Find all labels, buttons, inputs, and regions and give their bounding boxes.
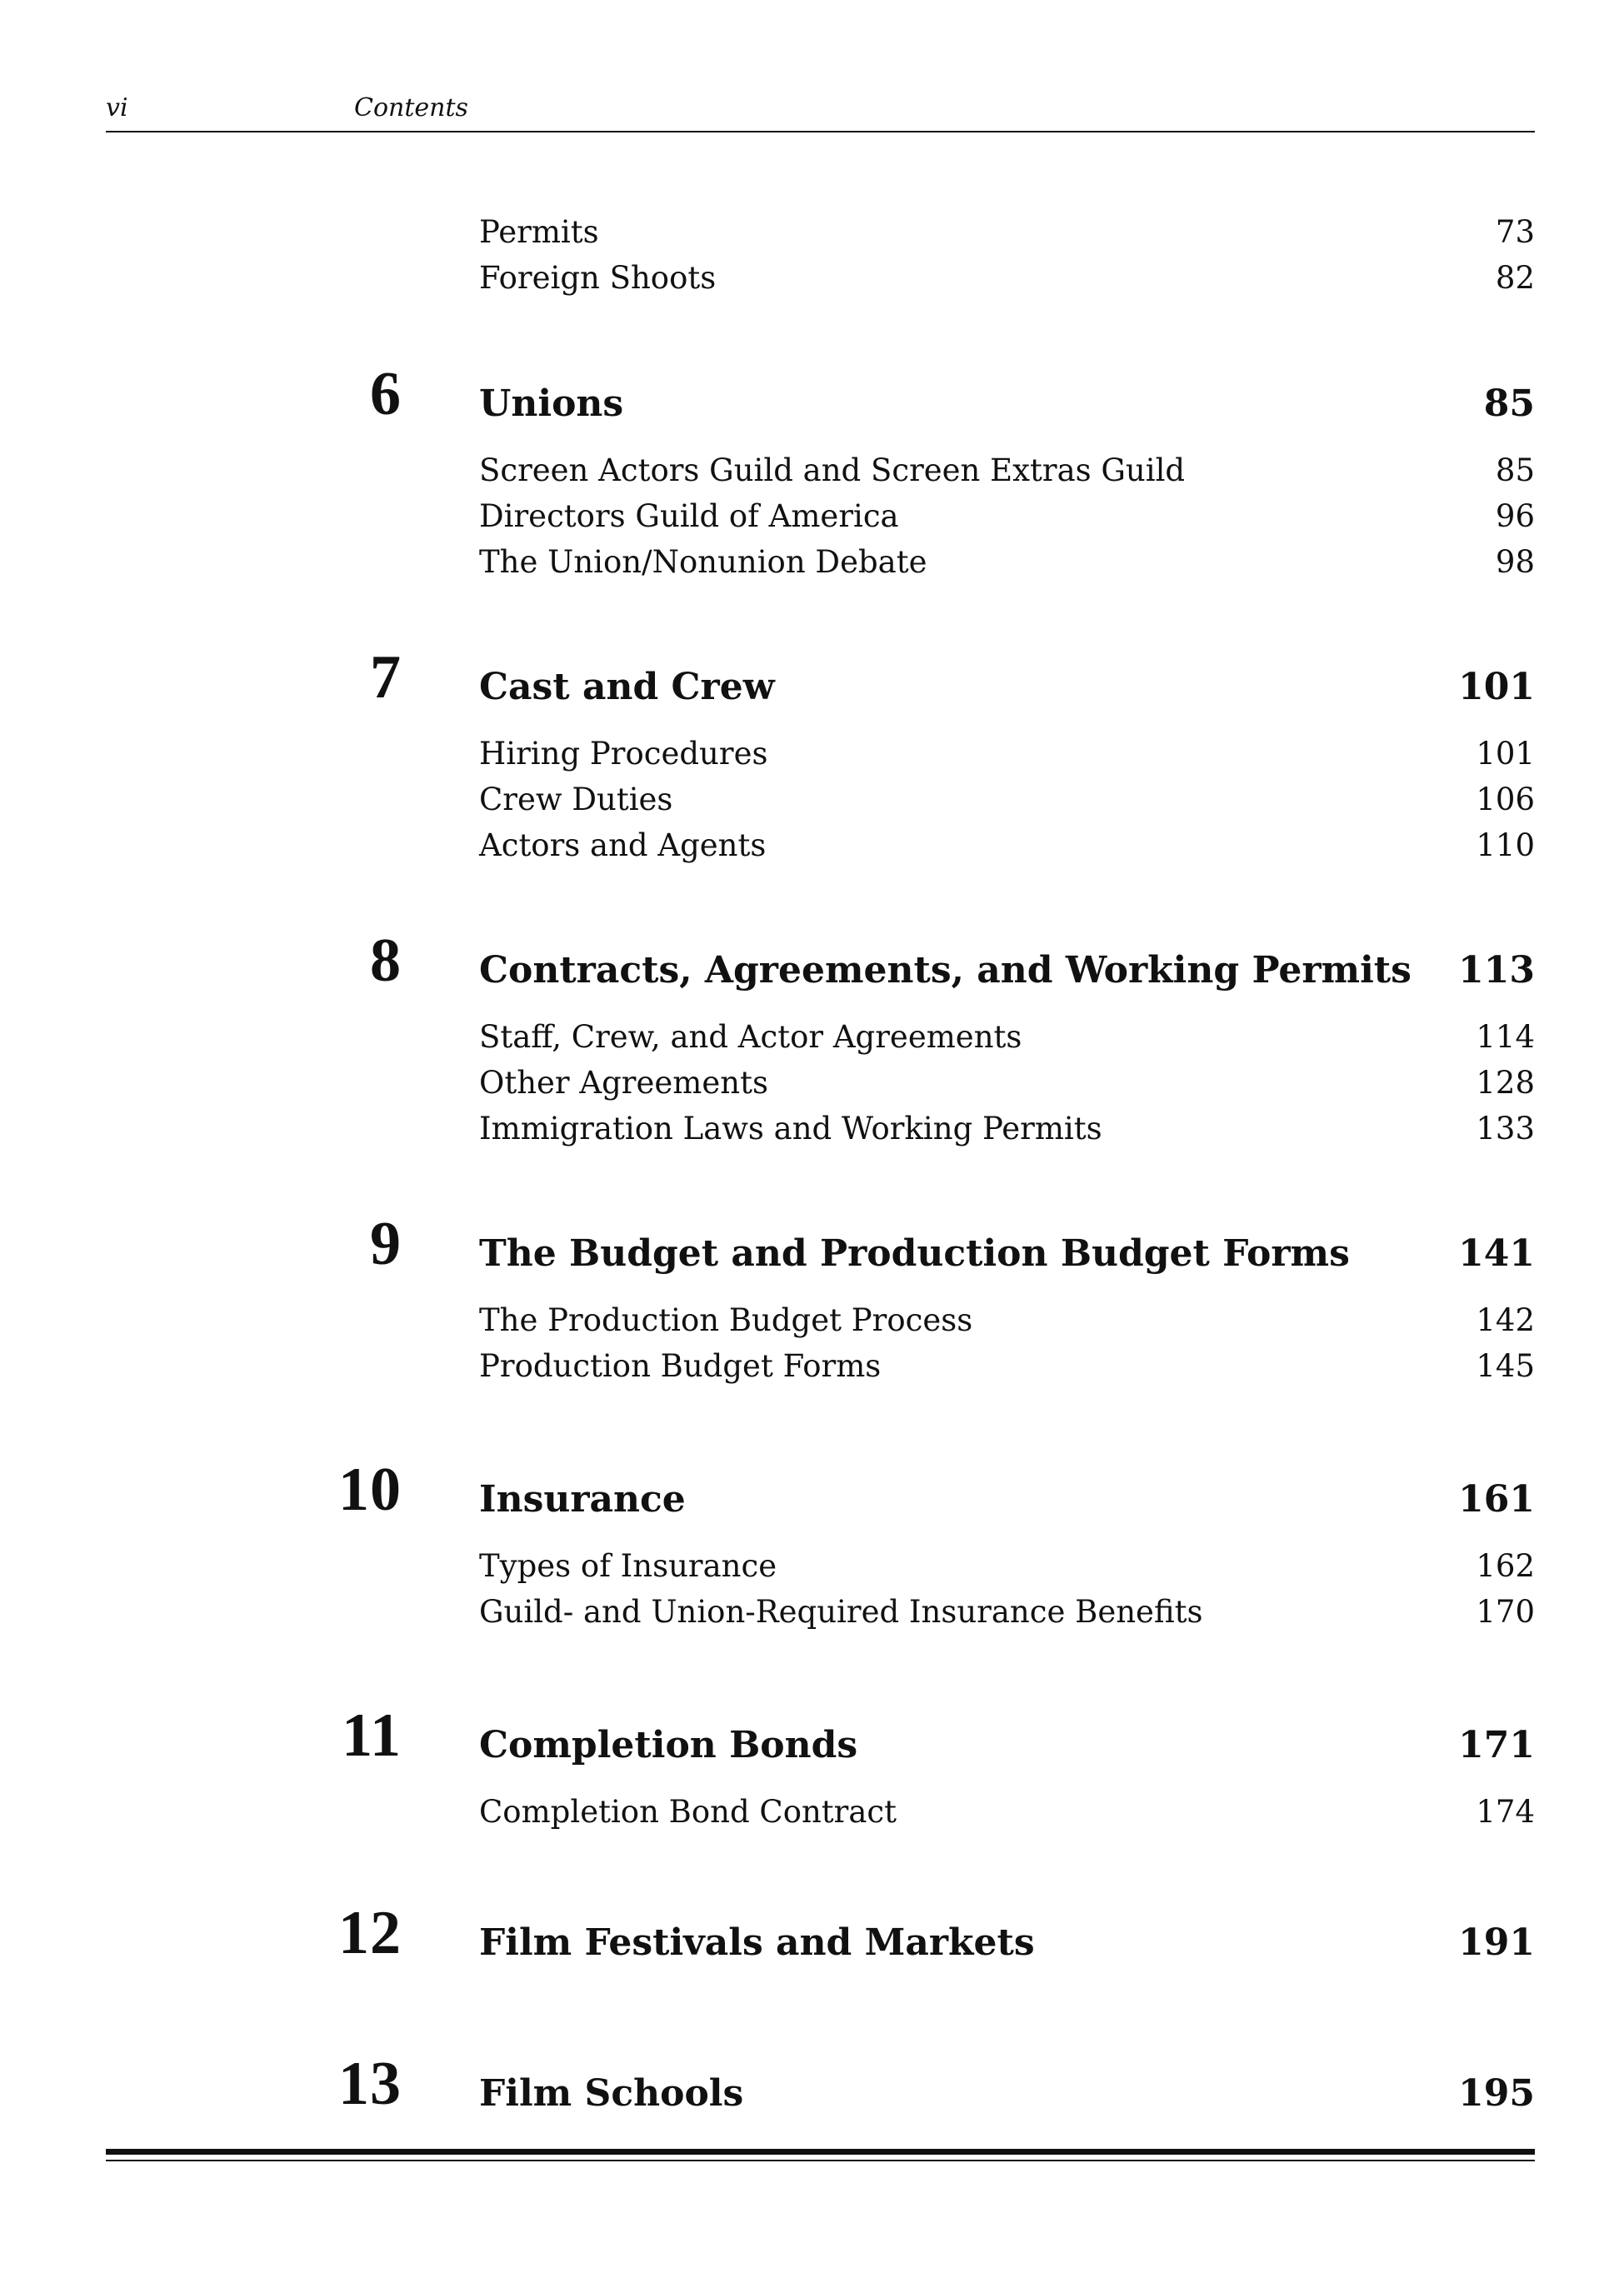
section-page: 110 bbox=[1476, 827, 1535, 863]
section-title: The Union/Nonunion Debate bbox=[479, 544, 927, 580]
section-page: 174 bbox=[1476, 1794, 1535, 1830]
section-page: 114 bbox=[1476, 1019, 1535, 1055]
section-title: Immigration Laws and Working Permits bbox=[479, 1111, 1102, 1146]
chapter-number: 6 bbox=[370, 360, 402, 428]
toc-section-entry bbox=[479, 782, 1535, 818]
section-title: Completion Bond Contract bbox=[479, 1794, 897, 1830]
chapter-title: Insurance bbox=[479, 1478, 686, 1521]
toc-section-entry bbox=[479, 1019, 1535, 1056]
chapter-number: 13 bbox=[338, 2050, 402, 2118]
toc-section-entry bbox=[479, 1348, 1535, 1385]
toc-chapter-entry bbox=[317, 927, 1535, 1000]
toc-section-entry bbox=[479, 1594, 1535, 1631]
toc-chapter-entry bbox=[317, 1456, 1535, 1529]
chapter-title: Film Festivals and Markets bbox=[479, 1921, 1035, 1964]
chapter-number: 8 bbox=[370, 927, 402, 995]
section-title: The Production Budget Process bbox=[479, 1302, 973, 1338]
chapter-number: 10 bbox=[338, 1456, 402, 1524]
toc-chapter-entry bbox=[317, 1210, 1535, 1283]
toc-section-entry bbox=[479, 1794, 1535, 1831]
header-rule bbox=[106, 131, 1535, 132]
chapter-page: 85 bbox=[1483, 382, 1535, 425]
section-title: Hiring Procedures bbox=[479, 736, 768, 772]
toc-chapter-entry bbox=[317, 1701, 1535, 1775]
toc-section-entry bbox=[479, 260, 1535, 297]
chapter-page: 195 bbox=[1458, 2072, 1535, 2115]
section-title: Permits bbox=[479, 214, 599, 250]
toc-chapter-entry bbox=[317, 1899, 1535, 1972]
section-title: Other Agreements bbox=[479, 1065, 768, 1101]
toc-chapter-entry bbox=[317, 643, 1535, 717]
page-folio: vi bbox=[106, 93, 128, 122]
chapter-title: The Budget and Production Budget Forms bbox=[479, 1232, 1350, 1275]
toc-section-entry bbox=[479, 1302, 1535, 1339]
section-title: Guild- and Union-Required Insurance Benefits bbox=[479, 1594, 1203, 1630]
section-page: 145 bbox=[1476, 1348, 1535, 1384]
section-title: Types of Insurance bbox=[479, 1548, 777, 1584]
section-title: Directors Guild of America bbox=[479, 498, 899, 534]
chapter-title: Completion Bonds bbox=[479, 1724, 858, 1766]
toc-section-entry bbox=[479, 452, 1535, 489]
chapter-page: 101 bbox=[1458, 666, 1535, 708]
section-title: Production Budget Forms bbox=[479, 1348, 882, 1384]
footer-rule-thick bbox=[106, 2149, 1535, 2155]
toc-section-entry bbox=[479, 214, 1535, 251]
toc-chapter-entry bbox=[317, 360, 1535, 433]
chapter-page: 191 bbox=[1458, 1921, 1535, 1964]
chapter-title: Film Schools bbox=[479, 2072, 744, 2115]
toc-section-entry bbox=[479, 1065, 1535, 1102]
chapter-title: Cast and Crew bbox=[479, 666, 775, 708]
chapter-page: 141 bbox=[1458, 1232, 1535, 1275]
section-page: 162 bbox=[1476, 1548, 1535, 1584]
toc-section-entry bbox=[479, 498, 1535, 535]
section-title: Screen Actors Guild and Screen Extras Guild bbox=[479, 452, 1186, 488]
chapter-title: Contracts, Agreements, and Working Permits bbox=[479, 949, 1412, 992]
section-page: 98 bbox=[1495, 544, 1535, 580]
chapter-number: 12 bbox=[338, 1899, 402, 1967]
section-page: 106 bbox=[1476, 782, 1535, 817]
toc-section-entry bbox=[479, 827, 1535, 864]
section-page: 82 bbox=[1495, 260, 1535, 296]
section-page: 96 bbox=[1495, 498, 1535, 534]
section-title: Crew Duties bbox=[479, 782, 673, 817]
chapter-page: 113 bbox=[1458, 949, 1535, 992]
chapter-number: 7 bbox=[370, 643, 402, 712]
footer-rule-thin bbox=[106, 2160, 1535, 2161]
chapter-title: Unions bbox=[479, 382, 624, 425]
section-title: Actors and Agents bbox=[479, 827, 767, 863]
section-title: Staff, Crew, and Actor Agreements bbox=[479, 1019, 1022, 1055]
toc-section-entry bbox=[479, 544, 1535, 581]
section-page: 101 bbox=[1476, 736, 1535, 772]
section-page: 128 bbox=[1476, 1065, 1535, 1101]
chapter-page: 161 bbox=[1458, 1478, 1535, 1521]
section-page: 142 bbox=[1476, 1302, 1535, 1338]
running-title: Contents bbox=[354, 93, 468, 122]
toc-section-entry bbox=[479, 736, 1535, 772]
running-head bbox=[106, 93, 1535, 132]
toc-section-entry bbox=[479, 1111, 1535, 1147]
section-page: 133 bbox=[1476, 1111, 1535, 1146]
toc-section-entry bbox=[479, 1548, 1535, 1585]
chapter-number: 11 bbox=[342, 1701, 402, 1770]
chapter-page: 171 bbox=[1458, 1724, 1535, 1766]
section-title: Foreign Shoots bbox=[479, 260, 717, 296]
chapter-number: 9 bbox=[370, 1210, 402, 1278]
toc-chapter-entry bbox=[317, 2050, 1535, 2123]
section-page: 170 bbox=[1476, 1594, 1535, 1630]
section-page: 85 bbox=[1495, 452, 1535, 488]
section-page: 73 bbox=[1495, 214, 1535, 250]
